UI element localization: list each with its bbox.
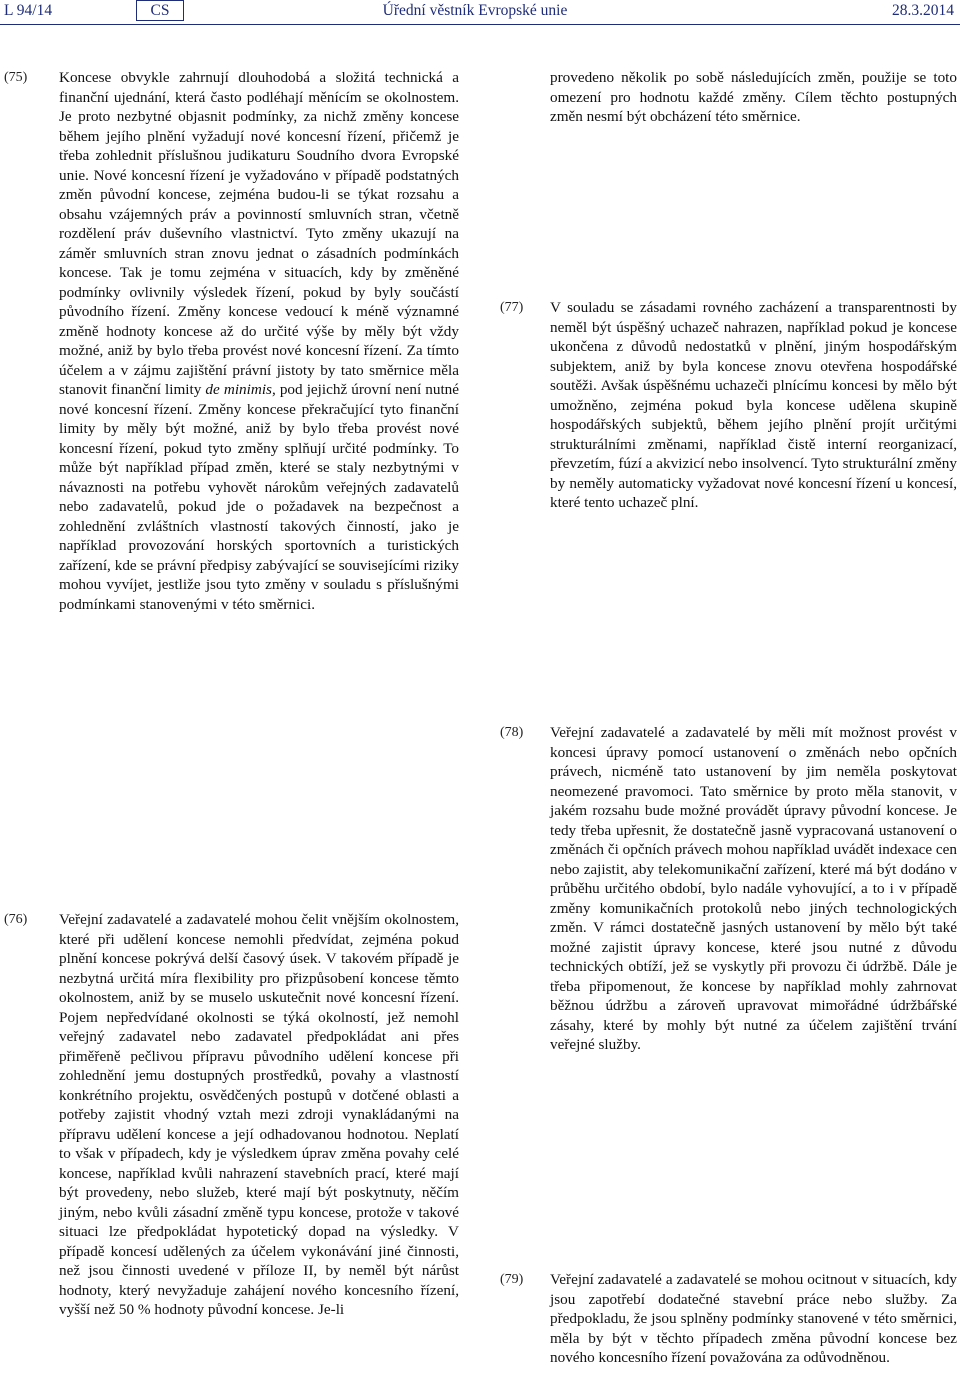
recital-79: [500, 1270, 960, 1390]
recital-text: Veřejní zadavatelé a zadavatelé mohou čelit vnějším okolnostem, které při udělení koncese nemohli předvídat, zejména pokud plnění koncese pokrývá delší časový úsek. V takovém případě je nezbytná určitá míra flexibility pro přizpůsobení koncese těmto okolnostem, aniž by se muselo uskutečnit nové koncesní řízení. Pojem nepředvídané okolnosti se týká okolností, jež nemohl veřejný zadavatel nebo zadavatel předpokládat ani přes přiměřeně pečlivou přípravu původního udělení koncese při zohlednění jemu dostupných prostředků, povahy a vlastností konkrétního projektu, osvědčených postupů v dotčené oblasti a potřeby zajistit vhodný vztah mezi zdroji vynakládanými na přípravu udělení koncese a její odhadovanou hodnotou. Neplatí to však v případech, kdy je výsledkem úprav změna povahy celé koncese, například kvůli nahrazení stavebních prací, které mají být provedeny, nebo služeb, které mají být poskytnuty, něčím jiným, nebo kvůli zásadní změně typu koncese, protože v takové situaci lze předpokládat hypotetický dopad na výsledky. V případě koncesí udělených za účelem vykonávání jiné činnosti, než jsou činnosti uvedené v příloze II, by neměl být nárůst hodnoty, který nevyžaduje zahájení nového koncesního řízení, vyšší než 50 % hodnoty původní koncese. Je-li: [59, 911, 459, 1318]
recital-text: Veřejní zadavatelé a zadavatelé by měli mít možnost provést v koncesi úpravy pomocí ustanovení o změnách nebo opčních právech, nicméně tato ustanovení by jim neměla poskytovat neomezené pravomoci. Tato směrnice by proto měla stanovit, v jakém rozsahu bude možné provádět úpravy původní koncese. Je tedy třeba upřesnit, že dostatečně jasně vypracovaná ustanovení o změnách či opčních právech mohou například uvádět indexace cen nebo zajistit, aby telekomunikační zařízení, které má být dodáno v průběhu určitého období, bylo nadále vyhovující, a to i v případě změny komunikačních protokolů nebo jiných technologických změn. V rámci dostatečně jasných ustanovení by mělo být také možné zajistit úpravy koncese, které jsou nutné z důvodu technických obtíží, jež se vyskytly při provozu či údržbě. Dále je třeba připomenout, že koncese by například mohly zahrnovat běžnou údržbu a zároveň upravovat mimořádné údržbářské zásahy, které by mohly být nutné za účelem zajištění trvání veřejné služby.: [550, 724, 957, 1053]
recital-number: (76): [4, 912, 28, 927]
recital-77: [500, 298, 960, 558]
italic-term: de minimis: [205, 381, 272, 398]
header-divider: [0, 24, 960, 25]
publication-date: 28.3.2014: [892, 2, 954, 19]
recital-number: (77): [500, 300, 524, 315]
recital-number: (75): [4, 70, 28, 85]
recital-text: provedeno několik po sobě následujících změn, použije se toto omezení pro hodnotu každé změny. Cílem těchto postupných změn nesmí být obcházení této směrnice.: [550, 69, 957, 125]
journal-title: Úřední věstník Evropské unie: [382, 2, 568, 19]
recital-number: (78): [500, 725, 524, 740]
recital-number: (79): [500, 1272, 524, 1287]
recital-78: [500, 723, 960, 1113]
recital-text: Koncese obvykle zahrnují dlouhodobá a složitá technická a finanční ujednání, která často podléhají měnícím se okolnostem. Je proto nezbytné objasnit podmínky, za nichž změny koncese během jejího plnění vyžadují nové koncesní řízení, přičemž je třeba zohlednit příslušnou judikaturu Soudního dvora Evropské unie. Nové koncesní řízení je vyžadováno v případě podstatných změn původní koncese, zejména budou-li se týkat rozsahu a obsahu vzájemných práv a povinností smluvních stran, včetně rozdělení práv duševního vlastnictví. Tyto změny ukazují na záměr smluvních stran znovu jednat o zásadních podmínkách koncese. Tak je tomu zejména v situacích, kdy by změněné podmínky ovlivnily výsledek řízení, pokud by byly součástí původního řízení. Změny koncese vedoucí k méně významné změně hodnoty koncese až do určité výše by měly být vždy možné, aniž by bylo třeba provést nové koncesní řízení. Za tímto účelem a v zájmu zajištění právní jistoty by tato směrnice měla stanovit finanční limity de minimis, pod jejichž úrovní není nutné nové koncesní řízení. Změny koncese překračující tyto finanční limity by měly být možné, aniž by bylo třeba provést nové koncesní řízení, pokud tyto změny splňují určité podmínky. To může být například případ změn, které se staly nezbytnými v návaznosti na potřebu vyhovět nárokům veřejných zadavatelů nebo zadavatelů, pokud jde o požadavek na bezpečnost a zohlednění zvláštních vlastností takových činností, jako je například provozování horských sportovních a turistických zařízení, kde se právní předpisy zabývající se souvisejícími riziky mohou vyvíjet, jestliže jsou tyto změny v souladu s příslušnými podmínkami stanovenými v této směrnici.: [59, 69, 459, 613]
recital-76-continued: [500, 68, 960, 138]
page-header: [0, 0, 960, 22]
recital-75: [4, 68, 464, 728]
recital-text: Veřejní zadavatelé a zadavatelé se mohou ocitnout v situacích, kdy jsou zapotřebí dodatečné stavební práce nebo služby. Za předpokladu, že jsou splněny podmínky stanovené v této směrnici, měla by být v těchto případech změna původní koncese bez nového koncesního řízení považována za odůvodněnou.: [550, 1271, 957, 1366]
recital-text: V souladu se zásadami rovného zacházení a transparentnosti by neměl být úspěšný uchazeč nahrazen, například pokud je koncese ukončena z důvodů nedostatků v plnění, jiným hospodářským subjektem, aniž by byla koncese znovu otevřena hospodářské soutěži. Avšak úspěšnému uchazeči plnícímu koncesi by mělo být umožněno, zejména pokud byla koncese udělena skupině hospodářských subjektů, během jejího plnění projít určitými strukturálními změnami, například čistě interní reorganizací, převzetím, fúzí a akvizicí nebo insolvencí. Tyto strukturální změny by neměly automaticky vyžadovat nové koncesní řízení u koncesí, které tento uchazeč plní.: [550, 299, 957, 511]
language-badge: CS: [136, 0, 184, 21]
recital-76: [4, 910, 464, 1390]
page-reference: L 94/14: [4, 2, 53, 19]
